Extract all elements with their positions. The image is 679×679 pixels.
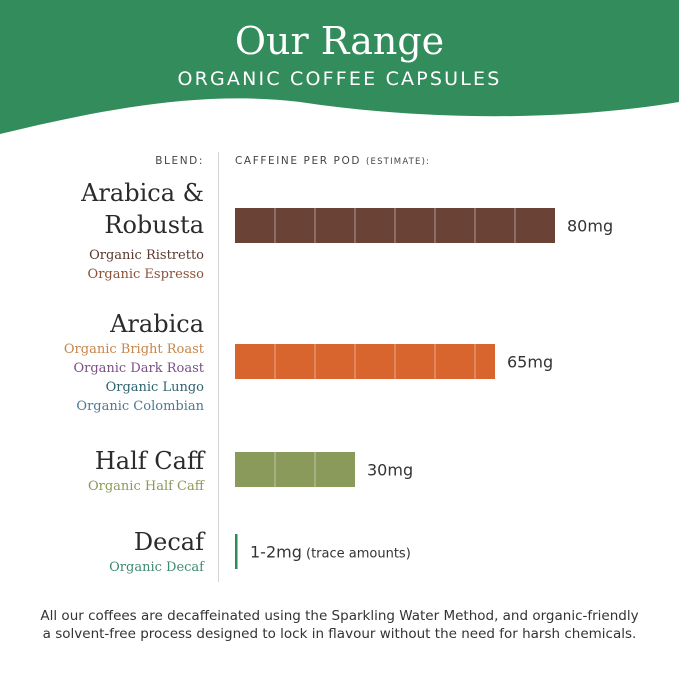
page-subtitle: ORGANIC COFFEE CAPSULES — [177, 68, 502, 90]
bar-4 — [235, 534, 238, 569]
variant-organic-lungo: Organic Lungo — [105, 380, 204, 395]
caffeine-column-title: CAFFEINE PER POD — [235, 155, 362, 167]
variant-organic-colombian: Organic Colombian — [76, 399, 204, 414]
blend-name-line: Arabica & — [81, 179, 204, 207]
variant-organic-ristretto: Organic Ristretto — [89, 248, 204, 263]
variant-organic-decaf: Organic Decaf — [109, 560, 204, 575]
blend-name-line: Decaf — [133, 528, 204, 556]
blend-column-label: BLEND: — [155, 155, 204, 167]
value-note: (trace amounts) — [301, 546, 411, 562]
footer-line: All our coffees are decaffeinated using the Sparkling Water Method, and organic-friendly — [40, 608, 639, 624]
value-label: 30mg — [367, 460, 414, 480]
variant-organic-espresso: Organic Espresso — [87, 267, 204, 282]
variant-organic-bright-roast: Organic Bright Roast — [63, 342, 204, 357]
bar-3 — [235, 452, 355, 487]
value-label: 65mg — [507, 352, 554, 372]
value-label: 80mg — [567, 216, 614, 236]
footer-line: a solvent-free process designed to lock in flavour without the need for harsh chemicals. — [42, 626, 637, 642]
value-label: 1-2mg (trace amounts) — [250, 542, 411, 562]
footer-note — [0, 607, 679, 643]
blend-name-line: Robusta — [104, 211, 204, 239]
variant-organic-half-caff: Organic Half Caff — [87, 479, 204, 494]
variant-organic-dark-roast: Organic Dark Roast — [73, 361, 204, 376]
blend-name-line: Arabica — [110, 310, 204, 338]
page-title: Our Range — [234, 19, 445, 63]
blend-name-line: Half Caff — [94, 447, 204, 475]
caffeine-column-note: (ESTIMATE): — [366, 157, 431, 167]
bar-2 — [235, 344, 495, 379]
